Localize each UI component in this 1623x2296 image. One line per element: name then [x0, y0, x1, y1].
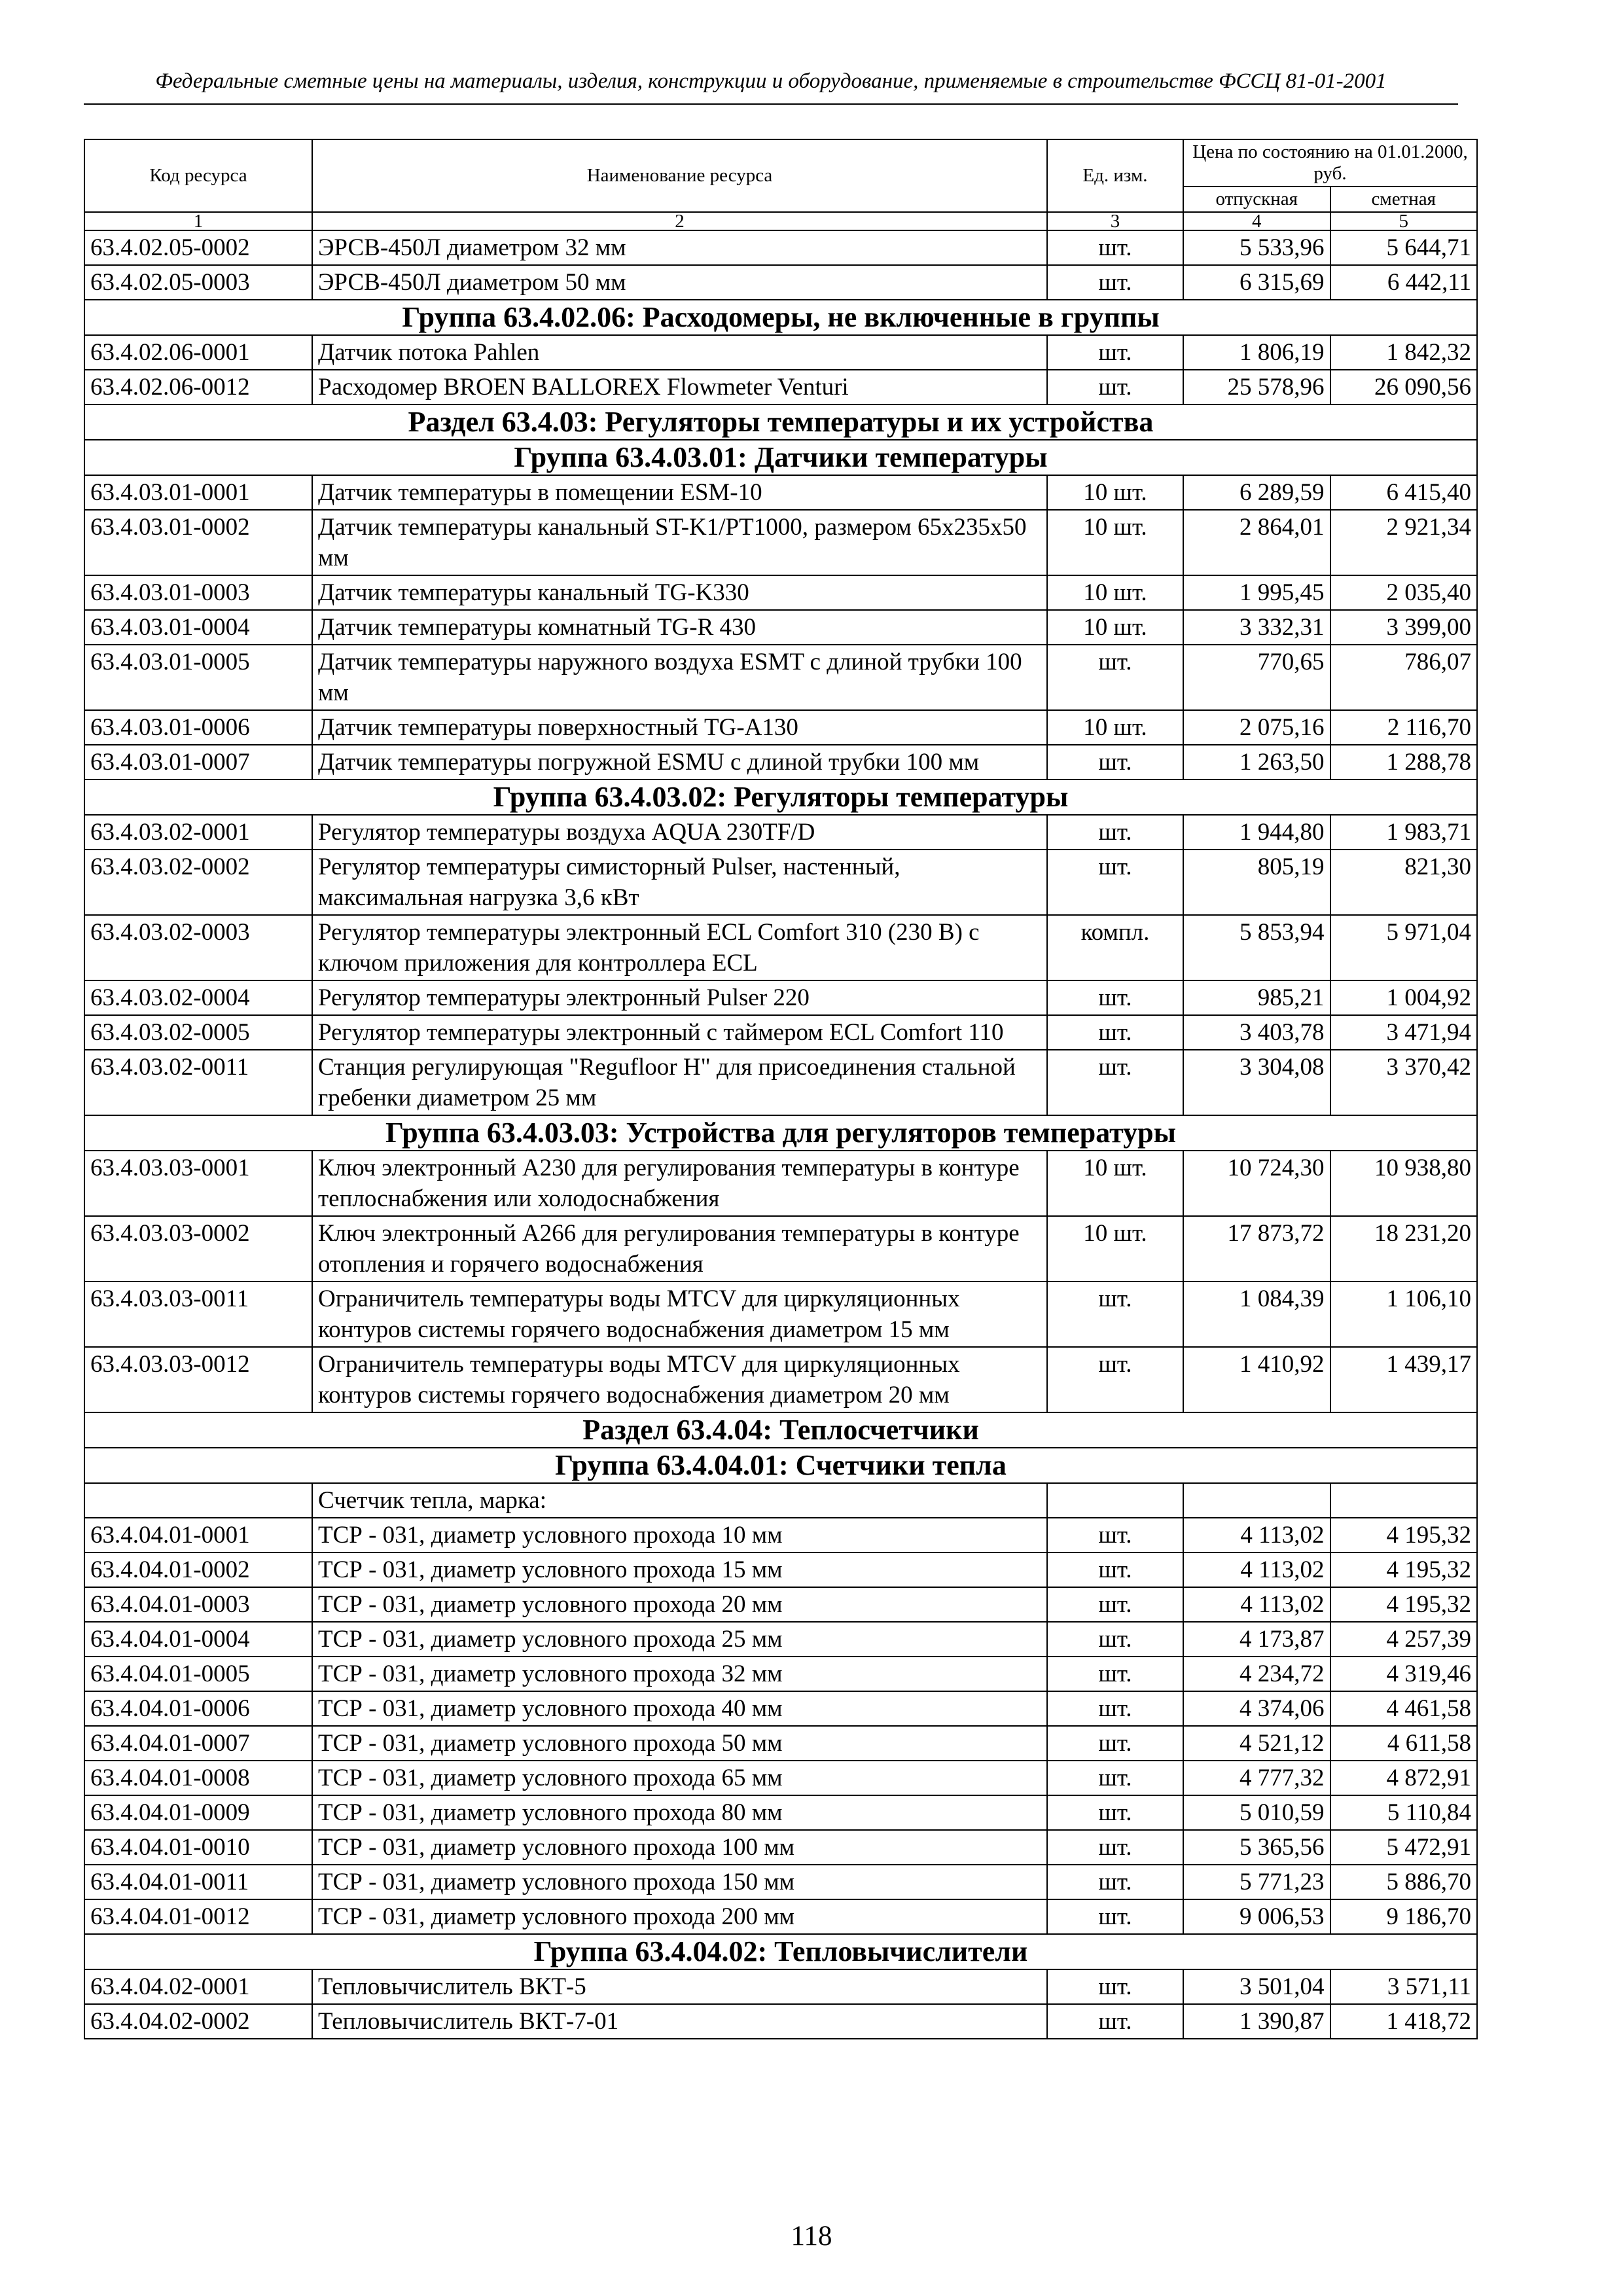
price-estimate: 4 195,32: [1330, 1518, 1478, 1552]
group-title: Группа 63.4.03.03: Устройства для регуляторов температуры: [84, 1115, 1477, 1151]
resource-unit: шт.: [1047, 335, 1183, 370]
resource-unit: шт.: [1047, 1552, 1183, 1587]
price-release: 5 771,23: [1183, 1865, 1330, 1899]
group-title: Группа 63.4.04.01: Счетчики тепла: [84, 1448, 1477, 1483]
price-release: 3 501,04: [1183, 1969, 1330, 2004]
price-estimate: 5 644,71: [1330, 230, 1478, 265]
resource-unit: шт.: [1047, 1518, 1183, 1552]
resource-unit: шт.: [1047, 1969, 1183, 2004]
resource-unit: шт.: [1047, 1691, 1183, 1726]
price-release: 1 263,50: [1183, 745, 1330, 780]
price-estimate: 2 035,40: [1330, 575, 1478, 610]
resource-name: Регулятор температуры воздуха AQUA 230TF/D: [312, 815, 1047, 850]
resource-unit: 10 шт.: [1047, 610, 1183, 645]
group-title-row: [84, 1115, 1477, 1151]
header-name: Наименование ресурса: [312, 139, 1047, 212]
table-row: [84, 1015, 1477, 1050]
price-release: 770,65: [1183, 645, 1330, 710]
resource-code: 63.4.03.02-0011: [84, 1050, 312, 1115]
resource-unit: шт.: [1047, 1761, 1183, 1795]
resource-name: Датчик температуры комнатный TG-R 430: [312, 610, 1047, 645]
resource-name: Регулятор температуры электронный с таймером ECL Comfort 110: [312, 1015, 1047, 1050]
resource-unit: 10 шт.: [1047, 1151, 1183, 1216]
resource-code: 63.4.04.01-0004: [84, 1622, 312, 1657]
table-row: [84, 1552, 1477, 1587]
resource-unit: шт.: [1047, 1830, 1183, 1865]
price-release: 5 365,56: [1183, 1830, 1330, 1865]
price-release: 5 533,96: [1183, 230, 1330, 265]
price-estimate: 1 106,10: [1330, 1282, 1478, 1347]
resource-code: 63.4.04.01-0010: [84, 1830, 312, 1865]
resource-name: ТСР - 031, диаметр условного прохода 25 мм: [312, 1622, 1047, 1657]
table-row: [84, 980, 1477, 1015]
price-estimate: 4 195,32: [1330, 1552, 1478, 1587]
resource-name: Тепловычислитель ВКТ-5: [312, 1969, 1047, 2004]
price-estimate: 4 461,58: [1330, 1691, 1478, 1726]
resource-name: Расходомер BROEN BALLOREX Flowmeter Venturi: [312, 370, 1047, 404]
price-estimate: 5 971,04: [1330, 915, 1478, 980]
table-row: [84, 645, 1477, 710]
group-title: Группа 63.4.03.02: Регуляторы температуры: [84, 780, 1477, 815]
resource-unit: шт.: [1047, 230, 1183, 265]
resource-code: 63.4.03.03-0011: [84, 1282, 312, 1347]
resource-code: 63.4.03.01-0006: [84, 710, 312, 745]
price-estimate: 26 090,56: [1330, 370, 1478, 404]
table-row: [84, 815, 1477, 850]
resource-unit: шт.: [1047, 1015, 1183, 1050]
group-title-row: [84, 1448, 1477, 1483]
header-price: Цена по состоянию на 01.01.2000, руб.: [1183, 139, 1477, 187]
group-title: Раздел 63.4.04: Теплосчетчики: [84, 1412, 1477, 1448]
resource-code: 63.4.03.03-0001: [84, 1151, 312, 1216]
resource-code: 63.4.04.01-0009: [84, 1795, 312, 1830]
price-estimate: 821,30: [1330, 850, 1478, 915]
resource-name: Тепловычислитель ВКТ-7-01: [312, 2004, 1047, 2039]
group-title-row: [84, 404, 1477, 440]
price-release: 5 010,59: [1183, 1795, 1330, 1830]
price-release: 5 853,94: [1183, 915, 1330, 980]
price-estimate: 6 442,11: [1330, 265, 1478, 300]
price-release: 1 410,92: [1183, 1347, 1330, 1412]
table-row: [84, 370, 1477, 404]
resource-name: Датчик температуры канальный TG-K330: [312, 575, 1047, 610]
table-row: [84, 745, 1477, 780]
resource-code: 63.4.03.02-0004: [84, 980, 312, 1015]
resource-unit: шт.: [1047, 265, 1183, 300]
price-release: 1 806,19: [1183, 335, 1330, 370]
table-row: [84, 1518, 1477, 1552]
resource-unit: шт.: [1047, 2004, 1183, 2039]
price-estimate: 3 399,00: [1330, 610, 1478, 645]
resource-name: ТСР - 031, диаметр условного прохода 50 мм: [312, 1726, 1047, 1761]
table-row: [84, 335, 1477, 370]
resource-name: Датчик потока Pahlen: [312, 335, 1047, 370]
header-unit: Ед. изм.: [1047, 139, 1183, 212]
resource-unit: шт.: [1047, 1282, 1183, 1347]
table-row: [84, 1587, 1477, 1622]
resource-code: 63.4.04.01-0005: [84, 1657, 312, 1691]
price-release: 6 289,59: [1183, 475, 1330, 510]
header-code: Код ресурса: [84, 139, 312, 212]
price-estimate: 5 472,91: [1330, 1830, 1478, 1865]
resource-code: [84, 1483, 312, 1518]
column-number: 4: [1183, 212, 1330, 230]
price-estimate: 4 319,46: [1330, 1657, 1478, 1691]
price-estimate: 3 471,94: [1330, 1015, 1478, 1050]
table-row: [84, 1969, 1477, 2004]
table-row: [84, 1865, 1477, 1899]
resource-unit: шт.: [1047, 980, 1183, 1015]
resource-name: ТСР - 031, диаметр условного прохода 80 мм: [312, 1795, 1047, 1830]
resource-unit: шт.: [1047, 1587, 1183, 1622]
resource-unit: 10 шт.: [1047, 575, 1183, 610]
resource-name: ТСР - 031, диаметр условного прохода 10 мм: [312, 1518, 1047, 1552]
table-row: [84, 610, 1477, 645]
resource-code: 63.4.04.01-0002: [84, 1552, 312, 1587]
table-row: [84, 1830, 1477, 1865]
table-row: [84, 265, 1477, 300]
resource-name: ТСР - 031, диаметр условного прохода 32 мм: [312, 1657, 1047, 1691]
table-row: [84, 1347, 1477, 1412]
price-table: [84, 139, 1478, 2039]
table-row: [84, 1761, 1477, 1795]
resource-name: Станция регулирующая "Regufloor H" для присоединения стальной гребенки диаметром 25 мм: [312, 1050, 1047, 1115]
resource-code: 63.4.03.01-0007: [84, 745, 312, 780]
price-estimate: 3 571,11: [1330, 1969, 1478, 2004]
resource-code: 63.4.03.01-0002: [84, 510, 312, 575]
price-estimate: 4 195,32: [1330, 1587, 1478, 1622]
price-release: 1 084,39: [1183, 1282, 1330, 1347]
resource-unit: шт.: [1047, 1795, 1183, 1830]
resource-unit: компл.: [1047, 915, 1183, 980]
price-estimate: 2 921,34: [1330, 510, 1478, 575]
price-release: 17 873,72: [1183, 1216, 1330, 1282]
price-estimate: 1 842,32: [1330, 335, 1478, 370]
table-row: [84, 575, 1477, 610]
resource-code: 63.4.04.01-0008: [84, 1761, 312, 1795]
price-estimate: 786,07: [1330, 645, 1478, 710]
resource-name: Датчик температуры поверхностный TG-A130: [312, 710, 1047, 745]
price-estimate: 18 231,20: [1330, 1216, 1478, 1282]
page-number: 118: [791, 2221, 832, 2251]
price-release: 4 374,06: [1183, 1691, 1330, 1726]
price-estimate: 3 370,42: [1330, 1050, 1478, 1115]
resource-unit: 10 шт.: [1047, 710, 1183, 745]
price-release: 1 995,45: [1183, 575, 1330, 610]
resource-unit: шт.: [1047, 1050, 1183, 1115]
price-release: 2 864,01: [1183, 510, 1330, 575]
resource-code: 63.4.03.01-0004: [84, 610, 312, 645]
resource-name: ТСР - 031, диаметр условного прохода 40 мм: [312, 1691, 1047, 1726]
resource-name: ТСР - 031, диаметр условного прохода 150 мм: [312, 1865, 1047, 1899]
price-estimate: 1 004,92: [1330, 980, 1478, 1015]
price-release: 6 315,69: [1183, 265, 1330, 300]
resource-unit: 10 шт.: [1047, 475, 1183, 510]
price-release: 1 390,87: [1183, 2004, 1330, 2039]
table-row: [84, 1050, 1477, 1115]
price-estimate: 4 257,39: [1330, 1622, 1478, 1657]
price-estimate: 10 938,80: [1330, 1151, 1478, 1216]
resource-code: 63.4.04.01-0007: [84, 1726, 312, 1761]
resource-unit: шт.: [1047, 1347, 1183, 1412]
price-estimate: 6 415,40: [1330, 475, 1478, 510]
price-release: 3 403,78: [1183, 1015, 1330, 1050]
resource-name: ТСР - 031, диаметр условного прохода 15 мм: [312, 1552, 1047, 1587]
group-title-row: [84, 780, 1477, 815]
resource-code: 63.4.04.01-0006: [84, 1691, 312, 1726]
table-row: [84, 710, 1477, 745]
price-release: 25 578,96: [1183, 370, 1330, 404]
resource-name: Регулятор температуры электронный Pulser 220: [312, 980, 1047, 1015]
price-release: 4 521,12: [1183, 1726, 1330, 1761]
group-title-row: [84, 440, 1477, 475]
table-row: [84, 1899, 1477, 1934]
resource-name: Регулятор температуры симисторный Pulser, настенный, максимальная нагрузка 3,6 кВт: [312, 850, 1047, 915]
header-price-release: отпускная: [1183, 187, 1330, 212]
table-body: [84, 230, 1477, 2039]
resource-unit: шт.: [1047, 850, 1183, 915]
table-row: [84, 1622, 1477, 1657]
price-release: 4 113,02: [1183, 1552, 1330, 1587]
resource-code: 63.4.03.01-0001: [84, 475, 312, 510]
resource-name: ЭРСВ-450Л диаметром 50 мм: [312, 265, 1047, 300]
table-row: [84, 1483, 1477, 1518]
column-number: 2: [312, 212, 1047, 230]
resource-unit: шт.: [1047, 1726, 1183, 1761]
resource-unit: шт.: [1047, 745, 1183, 780]
resource-unit: [1047, 1483, 1183, 1518]
table-row: [84, 1726, 1477, 1761]
price-release: 9 006,53: [1183, 1899, 1330, 1934]
column-number: 3: [1047, 212, 1183, 230]
table-row: [84, 475, 1477, 510]
resource-code: 63.4.04.01-0003: [84, 1587, 312, 1622]
resource-code: 63.4.04.01-0011: [84, 1865, 312, 1899]
resource-name: Ограничитель температуры воды MTCV для циркуляционных контуров системы горячего водоснабжения диаметром 20 мм: [312, 1347, 1047, 1412]
table-row: [84, 1691, 1477, 1726]
price-estimate: 5 110,84: [1330, 1795, 1478, 1830]
resource-code: 63.4.03.02-0003: [84, 915, 312, 980]
resource-name: Регулятор температуры электронный ECL Comfort 310 (230 В) с ключом приложения для контроллера ECL: [312, 915, 1047, 980]
column-number-row: [84, 212, 1477, 230]
resource-unit: шт.: [1047, 1657, 1183, 1691]
resource-code: 63.4.04.01-0012: [84, 1899, 312, 1934]
page-header: Федеральные сметные цены на материалы, изделия, конструкции и оборудование, применяемые в строительстве ФССЦ 81-01-2001: [155, 69, 1387, 93]
price-release: 4 173,87: [1183, 1622, 1330, 1657]
resource-code: 63.4.02.05-0002: [84, 230, 312, 265]
resource-unit: шт.: [1047, 370, 1183, 404]
price-estimate: 5 886,70: [1330, 1865, 1478, 1899]
resource-name: Счетчик тепла, марка:: [312, 1483, 1047, 1518]
table-row: [84, 1657, 1477, 1691]
resource-unit: 10 шт.: [1047, 1216, 1183, 1282]
resource-code: 63.4.03.02-0002: [84, 850, 312, 915]
price-estimate: 1 439,17: [1330, 1347, 1478, 1412]
column-number: 1: [84, 212, 312, 230]
resource-unit: шт.: [1047, 815, 1183, 850]
resource-name: ЭРСВ-450Л диаметром 32 мм: [312, 230, 1047, 265]
resource-code: 63.4.04.01-0001: [84, 1518, 312, 1552]
resource-name: Датчик температуры канальный ST-K1/PT1000, размером 65x235x50 мм: [312, 510, 1047, 575]
table-header-row: [84, 139, 1477, 187]
resource-code: 63.4.02.06-0012: [84, 370, 312, 404]
price-release: 1 944,80: [1183, 815, 1330, 850]
price-release: 10 724,30: [1183, 1151, 1330, 1216]
price-estimate: 1 418,72: [1330, 2004, 1478, 2039]
resource-name: Датчик температуры погружной ESMU с длиной трубки 100 мм: [312, 745, 1047, 780]
table-row: [84, 1795, 1477, 1830]
table-row: [84, 510, 1477, 575]
resource-unit: 10 шт.: [1047, 510, 1183, 575]
price-release: 2 075,16: [1183, 710, 1330, 745]
group-title-row: [84, 1412, 1477, 1448]
group-title: Группа 63.4.04.02: Тепловычислители: [84, 1934, 1477, 1969]
price-release: [1183, 1483, 1330, 1518]
resource-unit: шт.: [1047, 1622, 1183, 1657]
resource-name: ТСР - 031, диаметр условного прохода 200 мм: [312, 1899, 1047, 1934]
resource-code: 63.4.02.06-0001: [84, 335, 312, 370]
price-release: 3 332,31: [1183, 610, 1330, 645]
resource-code: 63.4.03.02-0001: [84, 815, 312, 850]
resource-code: 63.4.03.03-0002: [84, 1216, 312, 1282]
resource-name: ТСР - 031, диаметр условного прохода 20 мм: [312, 1587, 1047, 1622]
resource-code: 63.4.03.02-0005: [84, 1015, 312, 1050]
group-title-row: [84, 1934, 1477, 1969]
resource-unit: шт.: [1047, 1865, 1183, 1899]
resource-name: Датчик температуры наружного воздуха ESMT с длиной трубки 100 мм: [312, 645, 1047, 710]
column-number: 5: [1330, 212, 1478, 230]
table-row: [84, 1216, 1477, 1282]
table-row: [84, 1151, 1477, 1216]
price-estimate: 4 611,58: [1330, 1726, 1478, 1761]
price-release: 4 234,72: [1183, 1657, 1330, 1691]
price-release: 4 113,02: [1183, 1587, 1330, 1622]
resource-unit: шт.: [1047, 1899, 1183, 1934]
table-row: [84, 2004, 1477, 2039]
resource-code: 63.4.03.03-0012: [84, 1347, 312, 1412]
header-rule: [84, 103, 1458, 105]
price-estimate: 4 872,91: [1330, 1761, 1478, 1795]
resource-name: Ключ электронный А230 для регулирования температуры в контуре теплоснабжения или холодоснабжения: [312, 1151, 1047, 1216]
table-row: [84, 1282, 1477, 1347]
table-row: [84, 230, 1477, 265]
price-estimate: 9 186,70: [1330, 1899, 1478, 1934]
group-title: Группа 63.4.03.01: Датчики температуры: [84, 440, 1477, 475]
resource-code: 63.4.03.01-0003: [84, 575, 312, 610]
table-row: [84, 915, 1477, 980]
resource-code: 63.4.04.02-0002: [84, 2004, 312, 2039]
resource-name: Ограничитель температуры воды MTCV для циркуляционных контуров системы горячего водоснабжения диаметром 15 мм: [312, 1282, 1047, 1347]
table-row: [84, 850, 1477, 915]
price-estimate: 1 983,71: [1330, 815, 1478, 850]
price-estimate: [1330, 1483, 1478, 1518]
resource-code: 63.4.03.01-0005: [84, 645, 312, 710]
resource-name: ТСР - 031, диаметр условного прохода 65 мм: [312, 1761, 1047, 1795]
resource-name: Ключ электронный А266 для регулирования температуры в контуре отопления и горячего водоснабжения: [312, 1216, 1047, 1282]
price-estimate: 2 116,70: [1330, 710, 1478, 745]
resource-code: 63.4.02.05-0003: [84, 265, 312, 300]
price-estimate: 1 288,78: [1330, 745, 1478, 780]
price-release: 4 113,02: [1183, 1518, 1330, 1552]
group-title: Раздел 63.4.03: Регуляторы температуры и их устройства: [84, 404, 1477, 440]
header-price-estimate: сметная: [1330, 187, 1478, 212]
group-title-row: [84, 300, 1477, 335]
price-release: 4 777,32: [1183, 1761, 1330, 1795]
price-release: 3 304,08: [1183, 1050, 1330, 1115]
group-title: Группа 63.4.02.06: Расходомеры, не включенные в группы: [84, 300, 1477, 335]
price-release: 805,19: [1183, 850, 1330, 915]
resource-name: Датчик температуры в помещении ESM-10: [312, 475, 1047, 510]
resource-code: 63.4.04.02-0001: [84, 1969, 312, 2004]
resource-unit: шт.: [1047, 645, 1183, 710]
price-release: 985,21: [1183, 980, 1330, 1015]
resource-name: ТСР - 031, диаметр условного прохода 100 мм: [312, 1830, 1047, 1865]
